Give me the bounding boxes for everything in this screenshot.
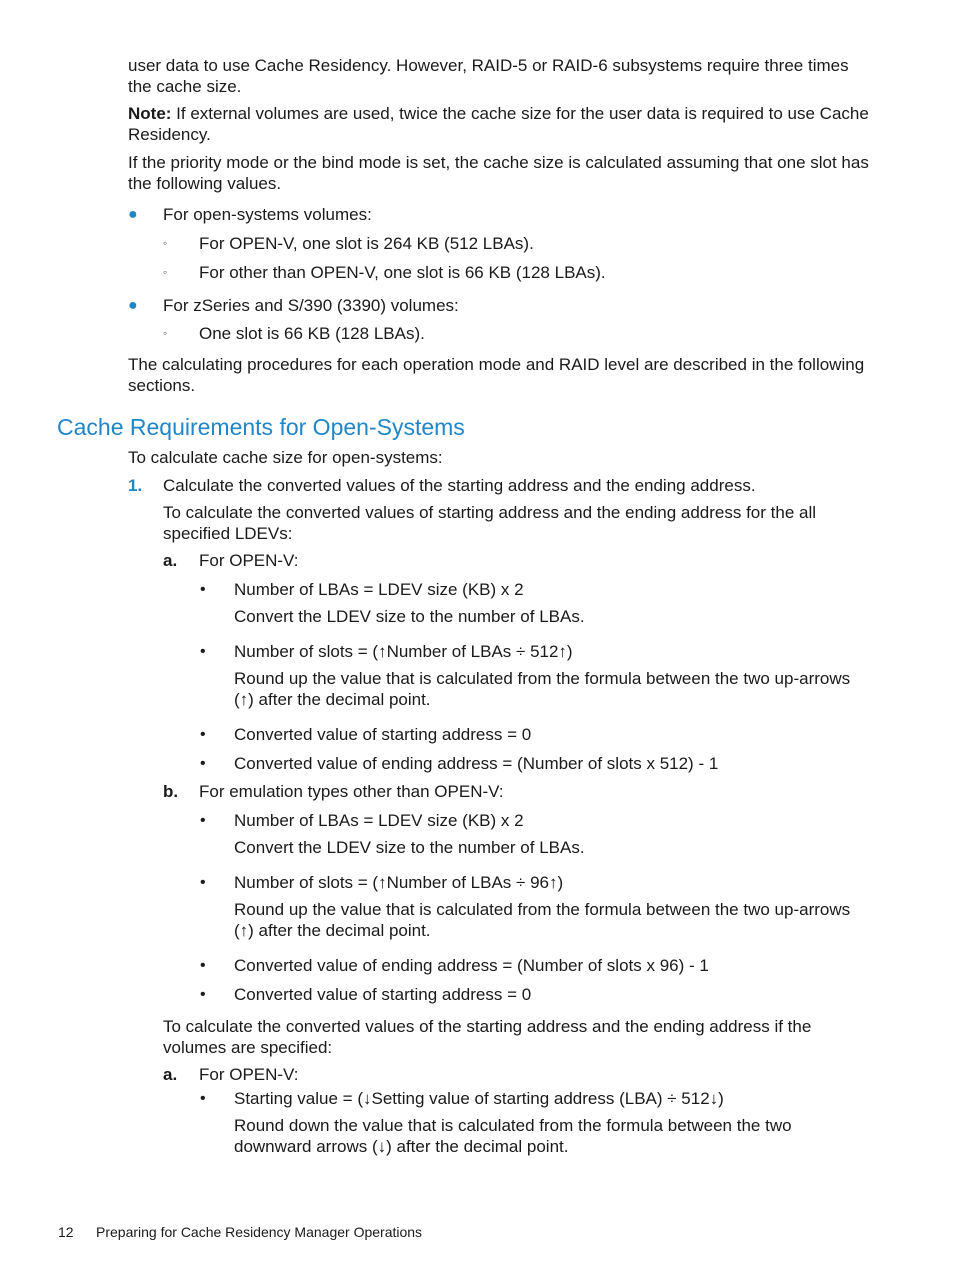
list-item: For open-systems volumes: bbox=[163, 205, 372, 224]
sub-list-item: One slot is 66 KB (128 LBAs). bbox=[199, 324, 425, 343]
formula-detail: Convert the LDEV size to the number of LBAs. bbox=[234, 607, 585, 626]
formula-item: Number of LBAs = LDEV size (KB) x 2 bbox=[234, 811, 524, 830]
substep-label: b. bbox=[163, 782, 179, 801]
bullet-icon: • bbox=[200, 957, 206, 974]
substep-text: For emulation types other than OPEN-V: bbox=[199, 782, 504, 801]
formula-item: Converted value of starting address = 0 bbox=[234, 985, 532, 1004]
section-heading: Cache Requirements for Open-Systems bbox=[57, 414, 465, 440]
circle-bullet-icon: ◦ bbox=[163, 265, 168, 279]
bullet-icon: • bbox=[200, 755, 206, 772]
list-item: For zSeries and S/390 (3390) volumes: bbox=[163, 296, 459, 315]
formula-item: Number of slots = (↑Number of LBAs ÷ 96↑) bbox=[234, 873, 564, 892]
formula-item: Number of LBAs = LDEV size (KB) x 2 bbox=[234, 580, 524, 599]
bullet-icon: • bbox=[200, 986, 206, 1003]
bullet-icon: • bbox=[200, 726, 206, 743]
formula-item: Starting value = (↓Setting value of starting address (LBA) ÷ 512↓) bbox=[234, 1089, 724, 1108]
footer-title: Preparing for Cache Residency Manager Operations bbox=[96, 1224, 423, 1240]
formula-detail: Round up the value that is calculated from the formula between the two up-arrows (↑) after the decimal point. bbox=[234, 900, 851, 940]
intro-paragraph-3: The calculating procedures for each operation mode and RAID level are described in the following sections. bbox=[128, 355, 865, 395]
bullet-icon: • bbox=[200, 874, 206, 891]
step-number: 1. bbox=[128, 476, 143, 495]
substep-label: a. bbox=[163, 1065, 178, 1084]
bullet-icon: • bbox=[200, 812, 206, 829]
circle-bullet-icon: ◦ bbox=[163, 326, 168, 340]
substep-text: For OPEN-V: bbox=[199, 1065, 299, 1084]
formula-detail: Round up the value that is calculated from the formula between the two up-arrows (↑) after the decimal point. bbox=[234, 669, 851, 709]
formula-detail: Convert the LDEV size to the number of LBAs. bbox=[234, 838, 585, 857]
substep-label: a. bbox=[163, 551, 178, 570]
formula-detail: Round down the value that is calculated from the formula between the two downward arrows (↓) after the decimal point. bbox=[234, 1116, 792, 1156]
note-paragraph bbox=[128, 103, 870, 145]
intro-paragraph-2: If the priority mode or the bind mode is set, the cache size is calculated assuming that one slot has the following values. bbox=[128, 153, 869, 193]
formula-item: Converted value of ending address = (Number of slots x 96) - 1 bbox=[234, 956, 709, 975]
circle-bullet-icon: ◦ bbox=[163, 236, 168, 250]
bullet-icon: ● bbox=[128, 206, 138, 223]
step-description: To calculate the converted values of starting address and the ending address for the all specified LDEVs: bbox=[163, 503, 817, 543]
page-number: 12 bbox=[58, 1224, 74, 1240]
sub-list-item: For other than OPEN-V, one slot is 66 KB (128 LBAs). bbox=[199, 263, 606, 282]
step-description: To calculate the converted values of the starting address and the ending address if the volumes are specified: bbox=[163, 1017, 812, 1057]
intro-paragraph: user data to use Cache Residency. However, RAID-5 or RAID-6 subsystems require three times the cache size. bbox=[128, 56, 849, 96]
bullet-icon: • bbox=[200, 643, 206, 660]
bullet-icon: • bbox=[200, 1090, 206, 1107]
sub-list-item: For OPEN-V, one slot is 264 KB (512 LBAs). bbox=[199, 234, 534, 253]
bullet-icon: • bbox=[200, 581, 206, 598]
step-text: Calculate the converted values of the starting address and the ending address. bbox=[163, 476, 756, 495]
substep-text: For OPEN-V: bbox=[199, 551, 299, 570]
formula-item: Number of slots = (↑Number of LBAs ÷ 512↑) bbox=[234, 642, 573, 661]
note-label: Note: bbox=[128, 104, 172, 123]
bullet-icon: ● bbox=[128, 297, 138, 314]
note-text: If external volumes are used, twice the cache size for the user data is required to use Cache Residency. bbox=[128, 104, 869, 144]
section-lead: To calculate cache size for open-systems: bbox=[128, 448, 443, 467]
formula-item: Converted value of ending address = (Number of slots x 512) - 1 bbox=[234, 754, 719, 773]
formula-item: Converted value of starting address = 0 bbox=[234, 725, 532, 744]
